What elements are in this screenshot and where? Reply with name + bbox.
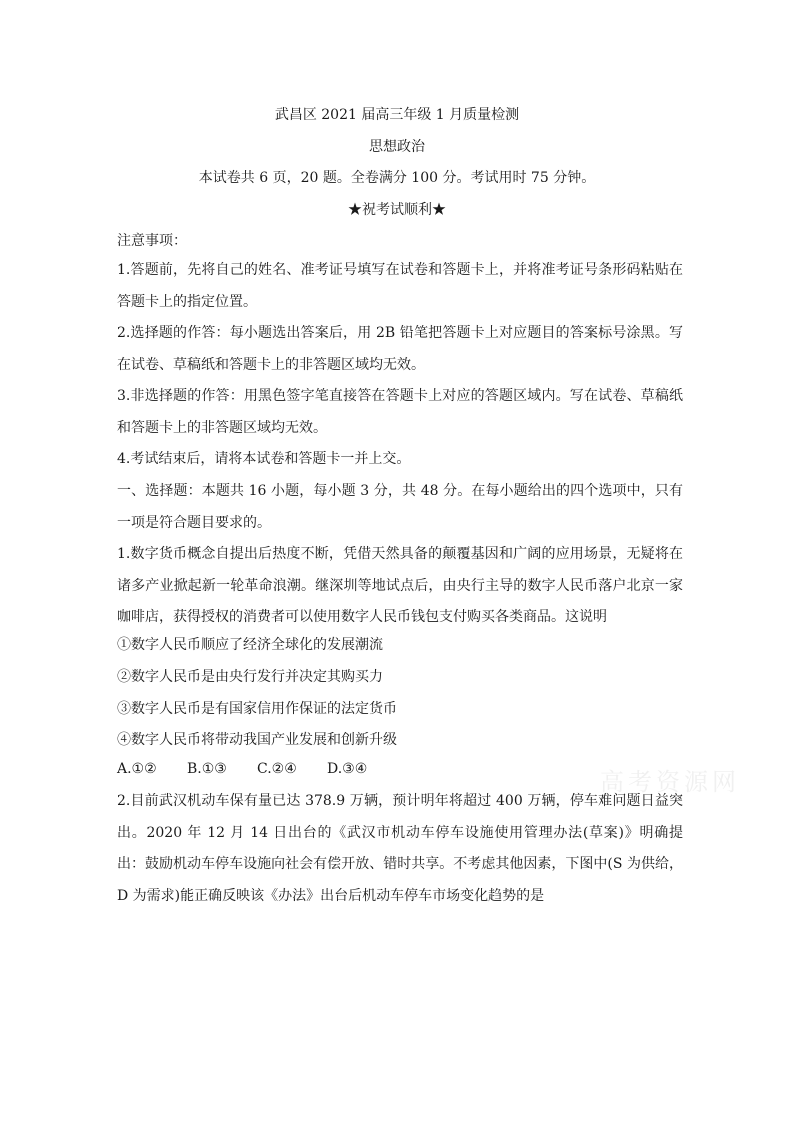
notice-item-3: 3.非选择题的作答：用黑色签字笔直接答在答题卡上对应的答题区域内。写在试卷、草稿纸和答题卡上的非答题区域均无效。	[117, 388, 683, 436]
section-1-intro: 一、选择题：本题共 16 小题，每小题 3 分，共 48 分。在每小题给出的四个选项中，只有一项是符合题目要求的。	[117, 483, 683, 531]
q1-statement-1: ①数字人民币顺应了经济全球化的发展潮流	[117, 637, 383, 653]
subject-title: 思想政治	[369, 139, 425, 155]
exam-title: 武昌区 2021 届高三年级 1 月质量检测	[274, 107, 520, 123]
watermark: 高考资源网	[600, 768, 740, 796]
notice-item-1: 1.答题前，先将自己的姓名、准考证号填写在试卷和答题卡上，并将准考证号条形码粘贴在答题卡上的指定位置。	[117, 262, 683, 310]
q1-option-c: C.②④	[257, 761, 297, 777]
notice-item-2: 2.选择题的作答：每小题选出答案后，用 2B 铅笔把答题卡上对应题目的答案标号涂黑。写在试卷、草稿纸和答题卡上的非答题区域均无效。	[117, 325, 683, 373]
q1-statement-3: ③数字人民币是有国家信用作保证的法定货币	[117, 701, 397, 717]
q1-options	[117, 761, 397, 777]
q1-statement-4: ④数字人民币将带动我国产业发展和创新升级	[117, 732, 397, 748]
notice-heading: 注意事项：	[117, 233, 187, 249]
q1-option-d: D.③④	[327, 761, 368, 777]
q1-statement-2: ②数字人民币是由央行发行并决定其购买力	[117, 669, 383, 685]
question-1-stem: 1.数字货币概念自提出后热度不断，凭借天然具备的颠覆基因和广阔的应用场景，无疑将在诸多产业掀起新一轮革命浪潮。继深圳等地试点后，由央行主导的数字人民币落户北京一家咖啡店，获得授权的消费者可以使用数字人民币钱包支付购买各类商品。这说明	[117, 546, 683, 625]
question-2-stem: 2.目前武汉机动车保有量已达 378.9 万辆，预计明年将超过 400 万辆，停车难问题日益突出。2020 年 12 月 14 日出台的《武汉市机动车停车设施使用管理办法(草案)》明确提出：鼓励机动车停车设施向社会有偿开放、错时共享。不考虑其他因素，下图中(S 为供给，D 为需求)能正确反映该《办法》出台后机动车停车市场变化趋势的是	[117, 793, 683, 904]
q1-option-b: B.①③	[187, 761, 227, 777]
exam-info: 本试卷共 6 页，20 题。全卷满分 100 分。考试用时 75 分钟。	[198, 170, 596, 186]
good-luck-wish: ★祝考试顺利★	[348, 202, 446, 218]
q1-option-a: A.①②	[117, 761, 157, 777]
notice-item-4: 4.考试结束后，请将本试卷和答题卡一并上交。	[117, 451, 411, 467]
